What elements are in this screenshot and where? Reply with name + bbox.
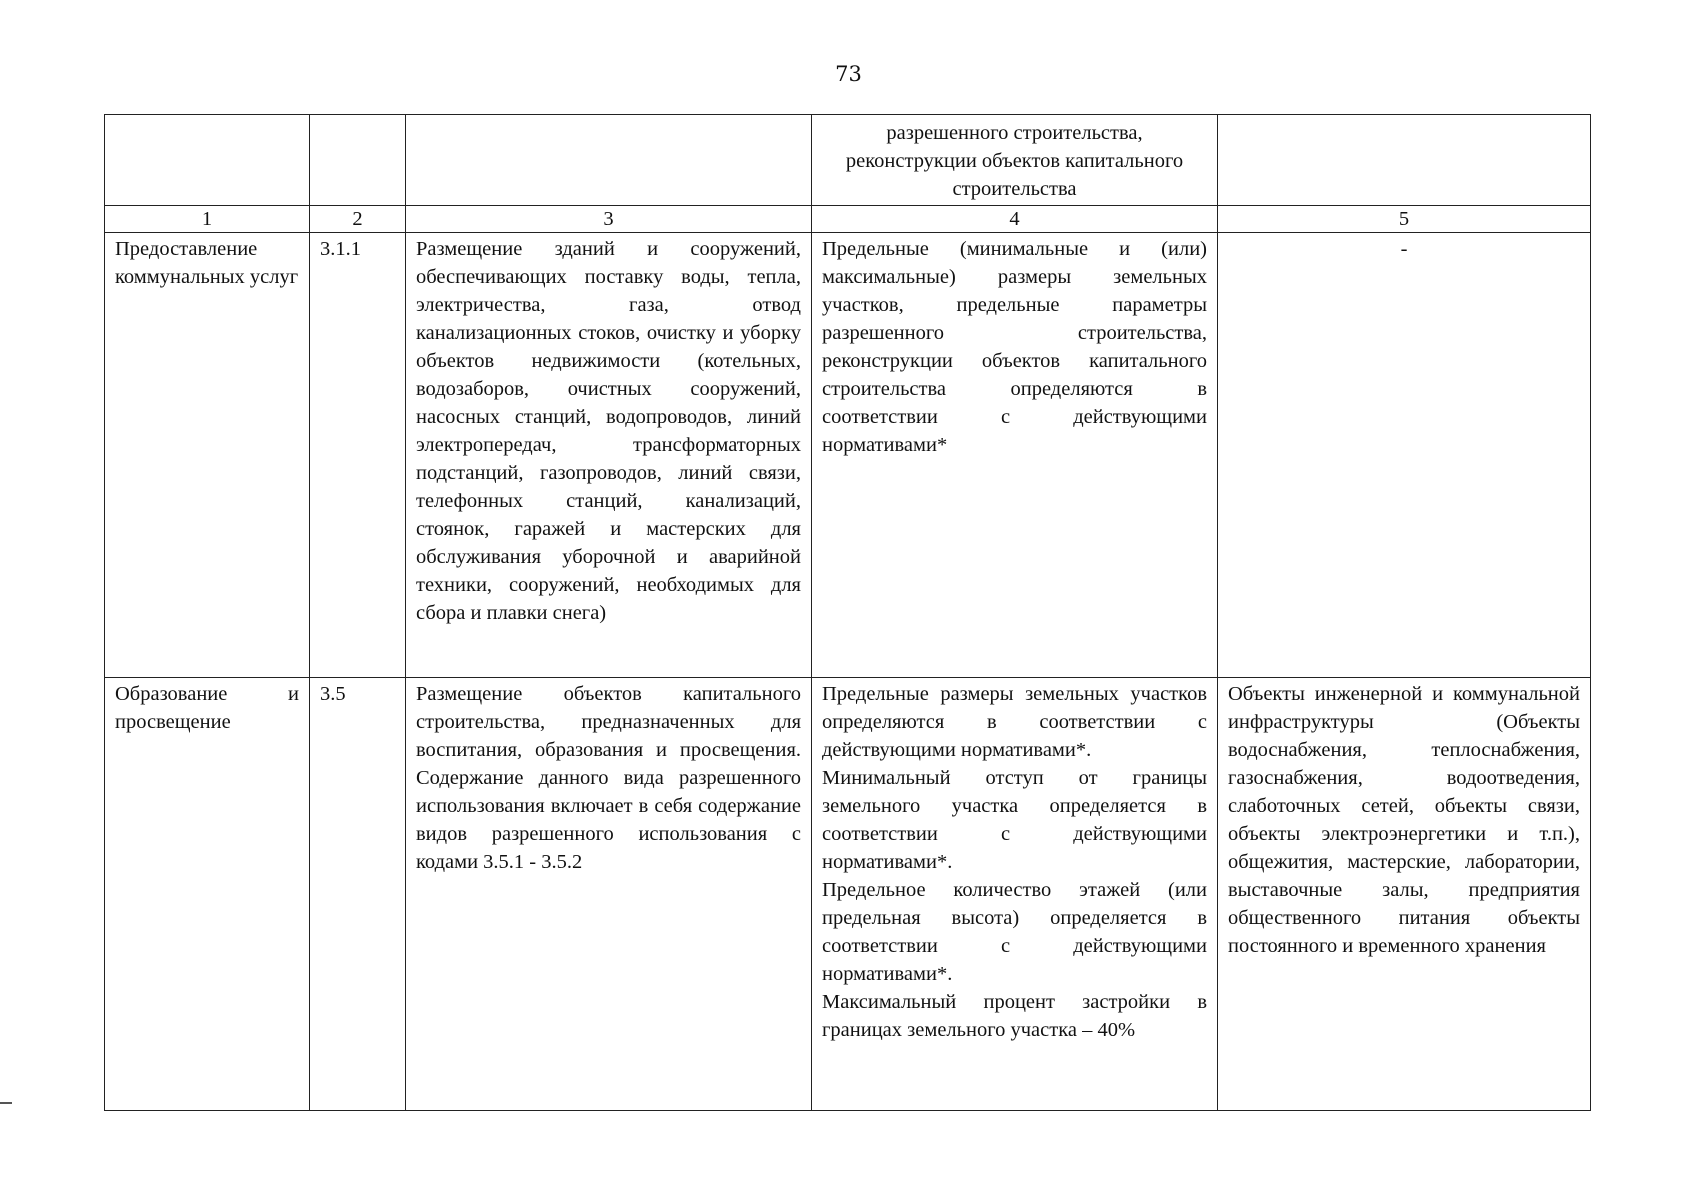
cell-empty: [105, 115, 310, 206]
parameter-paragraph: Предельные размеры земельных участков определяются в соответствии с действующими нормативами*.: [822, 683, 1207, 761]
use-description-cell: Размещение объектов капитального строительства, предназначенных для воспитания, образования и просвещения. Содержание данного вида разрешенного использования включает в себя содержание видов разрешенного использования с кодами 3.5.1 - 3.5.2: [406, 678, 812, 1111]
use-name-cell: Предоставление коммунальных услуг: [105, 233, 310, 678]
table-row: [105, 678, 1591, 1111]
land-use-table: [104, 114, 1591, 1111]
use-parameters-cell: [812, 678, 1218, 1111]
parameter-paragraph: Предельное количество этажей (или предельная высота) определяется в соответствии с действующими нормативами*.: [822, 879, 1207, 985]
continuation-parameters-cell: разрешенного строительства, реконструкции объектов капитального строительства: [812, 115, 1218, 206]
use-name-cell: Образование и просвещение: [105, 678, 310, 1111]
use-description-cell: Размещение зданий и сооружений, обеспечивающих поставку воды, тепла, электричества, газа, отвод канализационных стоков, очистку и уборку объектов недвижимости (котельных, водозаборов, очистных сооружений, насосных станций, водопроводов, линий электропередач, трансформаторных подстанций, газопроводов, линий связи, телефонных станций, канализаций, стоянок, гаражей и мастерских для обслуживания уборочной и аварийной техники, сооружений, необходимых для сбора и плавки снега): [406, 233, 812, 678]
column-number: 1: [105, 206, 310, 233]
column-number: 5: [1218, 206, 1591, 233]
continuation-row: [105, 115, 1591, 206]
use-code-cell: 3.1.1: [310, 233, 406, 678]
use-code-cell: 3.5: [310, 678, 406, 1111]
column-number: 2: [310, 206, 406, 233]
column-number-row: [105, 206, 1591, 233]
cell-empty: [406, 115, 812, 206]
table-row: [105, 233, 1591, 678]
cell-empty: [1218, 115, 1591, 206]
use-parameters-cell: Предельные (минимальные и (или) максимальные) размеры земельных участков, предельные параметры разрешенного строительства, реконструкции объектов капитального строительства определяются в соответствии с действующими нормативами*: [812, 233, 1218, 678]
auxiliary-uses-cell: Объекты инженерной и коммунальной инфраструктуры (Объекты водоснабжения, теплоснабжения, газоснабжения, водоотведения, слаботочных сетей, объекты связи, объекты электроэнергетики и т.п.), общежития, мастерские, лаборатории, выставочные залы, предприятия общественного питания объекты постоянного и временного хранения: [1218, 678, 1591, 1111]
auxiliary-uses-cell: -: [1218, 233, 1591, 678]
scan-edge-mark: [0, 1102, 12, 1104]
cell-empty: [310, 115, 406, 206]
column-number: 3: [406, 206, 812, 233]
parameter-paragraph: Максимальный процент застройки в границах земельного участка – 40%: [822, 991, 1207, 1041]
column-number: 4: [812, 206, 1218, 233]
parameter-paragraph: Минимальный отступ от границы земельного участка определяется в соответствии с действующими нормативами*.: [822, 767, 1207, 873]
page-number: 73: [835, 62, 862, 86]
